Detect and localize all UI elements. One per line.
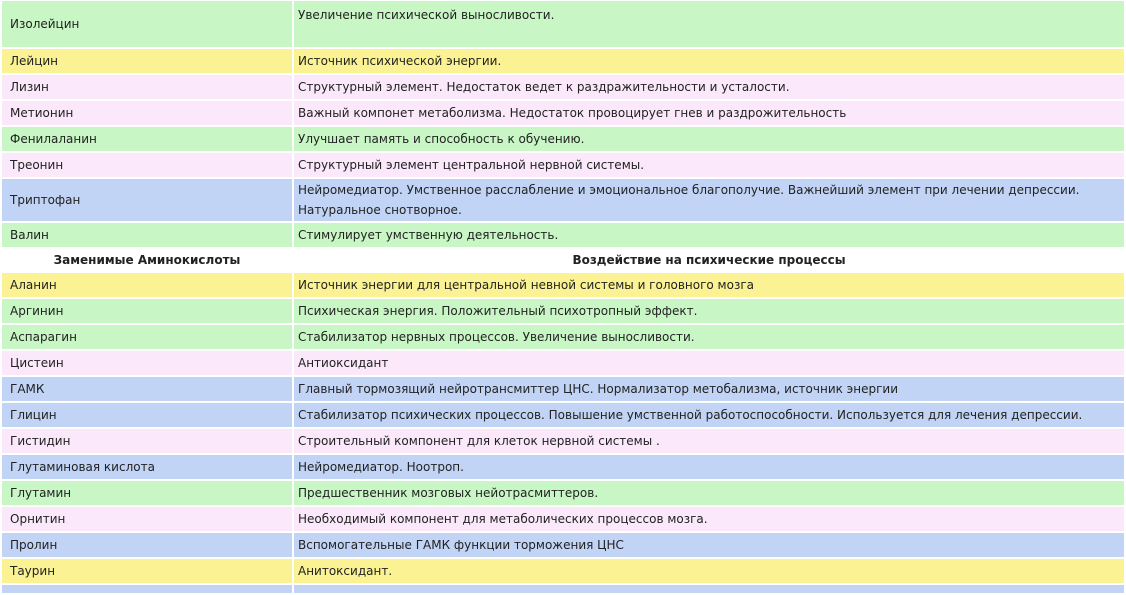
amino-acid-effect: Структурный элемент. Недостаток ведет к раздражительности и усталости. xyxy=(294,75,1124,99)
amino-acid-effect: Стабилизатор психических процессов. Повышение умственной работоспособности. Используется для лечения депрессии. xyxy=(294,403,1124,427)
amino-acid-effect: Необходимый компонент для метаболических процессов мозга. xyxy=(294,507,1124,531)
table-header-row xyxy=(2,249,1124,271)
amino-acid-effect: Анитоксидант. xyxy=(294,559,1124,583)
amino-acid-name: Гистидин xyxy=(2,429,292,453)
amino-acid-effect: Источник психической энергии. xyxy=(294,49,1124,73)
amino-acid-effect: Стабилизатор нервных процессов. Увеличение выносливости. xyxy=(294,325,1124,349)
amino-acid-effect: Увеличение психической выносливости. xyxy=(294,1,1124,47)
amino-acid-name: Фенилаланин xyxy=(2,127,292,151)
table-row xyxy=(2,101,1124,125)
amino-acid-effect: Улучшает память и способность к обучению. xyxy=(294,127,1124,151)
table-row xyxy=(2,481,1124,505)
table-row xyxy=(2,179,1124,221)
amino-acid-name: Аспарагин xyxy=(2,325,292,349)
amino-acid-effect: Стимулирует умственную деятельность. xyxy=(294,223,1124,247)
amino-acid-name: Метионин xyxy=(2,101,292,125)
amino-acid-name: Валин xyxy=(2,223,292,247)
table-row xyxy=(2,533,1124,557)
table-row xyxy=(2,455,1124,479)
amino-acid-name: Глутамин xyxy=(2,481,292,505)
amino-acid-name: Триптофан xyxy=(2,179,292,221)
amino-acid-name: Аланин xyxy=(2,273,292,297)
amino-acid-name: Аргинин xyxy=(2,299,292,323)
amino-acid-name: Треонин xyxy=(2,153,292,177)
table-row xyxy=(2,223,1124,247)
amino-acid-name: ГАМК xyxy=(2,377,292,401)
amino-acid-name: Пролин xyxy=(2,533,292,557)
table-row xyxy=(2,507,1124,531)
amino-acid-name xyxy=(2,585,292,593)
column-header-amino-acids: Заменимые Аминокислоты xyxy=(2,249,292,271)
amino-acid-effect: Источник энергии для центральной невной системы и головного мозга xyxy=(294,273,1124,297)
amino-acid-effect: Структурный элемент центральной нервной системы. xyxy=(294,153,1124,177)
table-row xyxy=(2,559,1124,583)
amino-acid-name: Орнитин xyxy=(2,507,292,531)
amino-acid-effect xyxy=(294,585,1124,593)
amino-acid-effect: Антиоксидант xyxy=(294,351,1124,375)
amino-acid-effect: Вспомогательные ГАМК функции торможения ЦНС xyxy=(294,533,1124,557)
amino-acid-name: Таурин xyxy=(2,559,292,583)
table-row xyxy=(2,429,1124,453)
table-row xyxy=(2,273,1124,297)
amino-acid-name: Лизин xyxy=(2,75,292,99)
amino-acid-effect: Строительный компонент для клеток нервной системы . xyxy=(294,429,1124,453)
table-row xyxy=(2,49,1124,73)
amino-acid-name: Глицин xyxy=(2,403,292,427)
table-row xyxy=(2,127,1124,151)
table-row xyxy=(2,377,1124,401)
table-row xyxy=(2,351,1124,375)
column-header-effect: Воздействие на психические процессы xyxy=(294,249,1124,271)
amino-acid-effect: Главный тормозящий нейротрансмиттер ЦНС. Нормализатор метобализма, источник энергии xyxy=(294,377,1124,401)
amino-acid-name: Цистеин xyxy=(2,351,292,375)
amino-acid-name: Лейцин xyxy=(2,49,292,73)
amino-acid-effect: Нейромедиатор. Умственное расслабление и эмоциональное благополучие. Важнейший элемент при лечении депрессии. Натуральное снотворное. xyxy=(294,179,1124,221)
table-row xyxy=(2,1,1124,47)
table-row-partial xyxy=(2,585,1124,593)
table-row xyxy=(2,403,1124,427)
amino-acid-effect: Важный компонет метаболизма. Недостаток провоцирует гнев и раздрожительность xyxy=(294,101,1124,125)
table-row xyxy=(2,75,1124,99)
table-row xyxy=(2,325,1124,349)
amino-acid-effect: Психическая энергия. Положительный психотропный эффект. xyxy=(294,299,1124,323)
table-row xyxy=(2,299,1124,323)
amino-acid-name: Изолейцин xyxy=(2,1,292,47)
amino-acid-effect: Предшественник мозговых нейотрасмиттеров. xyxy=(294,481,1124,505)
amino-acid-name: Глутаминовая кислота xyxy=(2,455,292,479)
table-row xyxy=(2,153,1124,177)
amino-acid-effect: Нейромедиатор. Ноотроп. xyxy=(294,455,1124,479)
